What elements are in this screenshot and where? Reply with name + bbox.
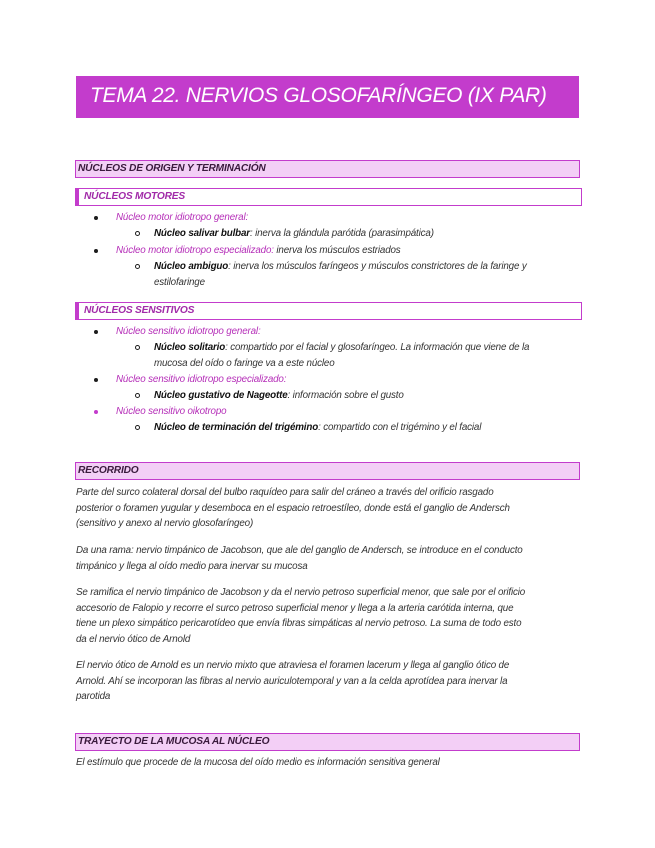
- section-heading-nucleos-origen: NÚCLEOS DE ORIGEN Y TERMINACIÓN: [75, 160, 580, 178]
- paragraph: Da una rama: nervio timpánico de Jacobson, que ale del ganglio de Andersch, se introduce en el conducto timpánico y llega al oído medio para inervar su mucosa: [76, 545, 523, 572]
- sub-bullet-icon: [135, 345, 140, 350]
- item-label: Núcleo motor idiotropo general:: [116, 212, 249, 223]
- definition: : inerva los músculos faríngeos y músculos constrictores de la faringe y: [228, 261, 527, 272]
- item-label: Núcleo sensitivo idiotropo especializado:: [116, 374, 287, 385]
- paragraph: Parte del surco colateral dorsal del bulbo raquídeo para salir del cráneo a través del orificio rasgado posterior o foramen yugular y desemboca en el espacio retroestíleo, donde está el ganglio de Andersch (sensitivo y anexo al nervio glosofaríngeo): [76, 487, 510, 530]
- subsection-heading-motores: NÚCLEOS MOTORES: [75, 188, 582, 206]
- page-title: TEMA 22. NERVIOS GLOSOFARÍNGEO (IX PAR): [76, 76, 579, 118]
- item-label: Núcleo sensitivo oikotropo: [116, 406, 227, 417]
- paragraph: Se ramifica el nervio timpánico de Jacobson y da el nervio petroso superficial menor, que sale por el orificio accesorio de Falopio y recorre el surco petroso superficial menor y llega a la arteria carótida interna, que tiene un plexo simpático pericarotídeo que envía fibras simpáticas al nervio petroso. La suma de todo esto da el nervio ótico de Arnold: [76, 587, 526, 645]
- bullet-icon: [94, 249, 98, 253]
- definition: : inerva la glándula parótida (parasimpática): [249, 228, 434, 239]
- term: Núcleo solitario: [154, 342, 226, 353]
- bullet-icon: [94, 330, 98, 334]
- sub-bullet-icon: [135, 393, 140, 398]
- term: Núcleo de terminación del trigémino: [154, 422, 319, 433]
- definition: : compartido por el facial y glosofaríngeo. La información que viene de la: [225, 342, 530, 353]
- term: Núcleo ambiguo: [154, 261, 229, 272]
- item-label: Núcleo sensitivo idiotropo general:: [116, 326, 261, 337]
- paragraph: El nervio ótico de Arnold es un nervio mixto que atraviesa el foramen lacerum y llega al ganglio ótico de Arnold. Ahí se incorporan las fibras al nervio auriculotemporal y van a la celda aprotídea para inervar la parotida: [76, 660, 510, 703]
- section-heading-recorrido: RECORRIDO: [75, 462, 580, 480]
- subsection-heading-sensitivos: NÚCLEOS SENSITIVOS: [75, 302, 582, 320]
- document-page: TEMA 22. NERVIOS GLOSOFARÍNGEO (IX PAR) NÚCLEOS DE ORIGEN Y TERMINACIÓN NÚCLEOS MOTORES Núcleo motor idiotropo general: Núcleo salivar bulbar: inerva la glándula parótida (parasimpática) Núcleo motor idiotropo especializado: inerva los músculos estriados Núcleo ambiguo: inerva los músculos faríngeos y músculos constrictores de la faringe y estilofaringe NÚCLEOS SENSITIVOS Núcleo sensitivo idiotropo general: Núcleo solitario: compartido por el facial y glosofaríngeo. La información que viene de la mucosa del oído o faringe va a este núcleo Núcleo sensitivo idiotropo especializado: Núcleo gustativo de Nageotte: información sobre el gusto Núcleo sensitivo oikotropo Núcleo de terminación del trigémino: compartido con el trigémino y el facial RECORRIDO Parte del surco colateral dorsal del bulbo raquídeo para salir del cráneo a través del orificio rasgado posterior o foramen yugular y desemboca en el espacio retroestíleo, donde está el ganglio de Andersch (sensitivo y anexo al nervio glosofaríngeo) Da una rama: nervio timpánico de Jacobson, que ale del ganglio de Andersch, se introduce en el conducto timpánico y llega al oído medio para inervar su mucosa Se ramifica el nervio timpánico de Jacobson y da el nervio petroso superficial menor, que sale por el orificio accesorio de Falopio y recorre el surco petroso superficial menor y llega a la arteria carótida interna, que tiene un plexo simpático pericarotídeo que envía fibras simpáticas al nervio petroso. La suma de todo esto da el nervio ótico de Arnold El nervio ótico de Arnold es un nervio mixto que atraviesa el foramen lacerum y llega al ganglio ótico de Arnold. Ahí se incorporan las fibras al nervio auriculotemporal y van a la celda aprotídea para inervar la parotida TRAYECTO DE LA MUCOSA AL NÚCLEO El estímulo que procede de la mucosa del oído medio es información sensitiva general: [0, 0, 655, 848]
- term: Núcleo salivar bulbar: [154, 228, 250, 239]
- bullet-icon: [94, 410, 98, 414]
- sub-bullet-icon: [135, 264, 140, 269]
- paragraph: El estímulo que procede de la mucosa del oído medio es información sensitiva general: [76, 757, 440, 768]
- term: Núcleo gustativo de Nageotte: [154, 390, 288, 401]
- definition: : información sobre el gusto: [287, 390, 404, 401]
- bullet-icon: [94, 216, 98, 220]
- sub-bullet-icon: [135, 425, 140, 430]
- section-heading-trayecto: TRAYECTO DE LA MUCOSA AL NÚCLEO: [75, 733, 580, 751]
- item-label: Núcleo motor idiotropo especializado: inerva los músculos estriados: [116, 245, 401, 256]
- bullet-icon: [94, 378, 98, 382]
- sub-bullet-icon: [135, 231, 140, 236]
- definition: : compartido con el trigémino y el facial: [318, 422, 482, 433]
